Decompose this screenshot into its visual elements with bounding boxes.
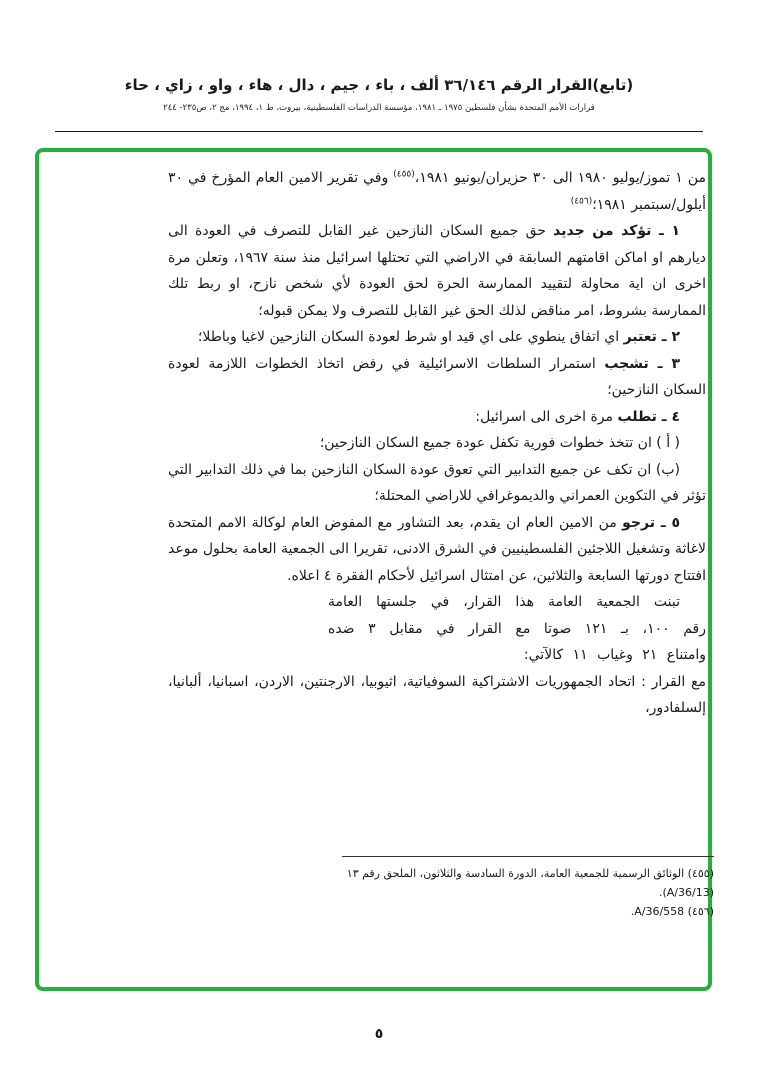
item-number: ٣ ـ [648,355,680,372]
item-number: ٤ ـ [656,408,680,425]
document-title: (تابع)القرار الرقم ٣٦/١٤٦ ألف ، باء ، جيم ، دال ، هاء ، واو ، زاي ، حاء [124,76,634,94]
intro-text-1: من ١ تموز/يوليو ١٩٨٠ الى ٣٠ حزيران/يونيو ١٩٨١، [414,170,706,186]
item-number: ٥ ـ [655,514,680,531]
footnotes-section [342,856,714,921]
item-text: استمرار السلطات الاسرائيلية في رفض اتخاذ الخطوات اللازمة لعودة السكان النازحين؛ [168,355,706,398]
item-text: ان تكف عن جميع التدابير التي تعوق عودة السكان النازحين بما في ذلك التدابير التي تؤثر في التكوين العمراني والديموغرافي للاراضي المحتلة؛ [168,461,706,504]
footnote-456: (٤٥٦) A/36/558. [630,905,714,918]
item-number: مع القرار : [635,673,706,690]
item-text: ان تتخذ خطوات فورية تكفل عودة جميع السكان النازحين؛ [319,435,652,451]
item-text: اتحاد الجمهوريات الاشتراكية السوفياتية، اثيوبيا، الارجنتين، الاردن، اسبانيا، ألبانيا، إلسلفادور، [168,673,706,716]
item-keyword: تعتبر [623,329,657,345]
paragraph-intro [168,165,706,218]
footnote-455: (٤٥٥) الوثائق الرسمية للجمعية العامة، الدورة السادسة والثلاثون، الملحق رقم ١٣ (A/36/13). [346,867,714,899]
document-body [168,165,706,722]
paragraph-item-3 [168,351,706,404]
item-number: (ب) [651,461,680,478]
item-number: ( أ ) [651,435,680,451]
item-number: ١ ـ [651,223,680,239]
item-number: ٢ ـ [656,329,680,345]
paragraph-item-5 [168,510,706,590]
paragraph-item-1 [168,218,706,324]
item-text: تبنت الجمعية العامة هذا القرار، في جلستها العامة رقم ١٠٠، بـ ١٢١ صوتا مع القرار في مقابل ٣ ضده وامتناع ٢١ وغياب ١١ كالآتي: [328,594,706,663]
item-text: حق جميع السكان النازحين غير القابل للتصرف في العودة الى ديارهم او اماكن اقامتهم السابقة في الاراضي التي تحتلها اسرائيل منذ سنة ١٩٦٧، وتعلن مرة اخرى ان اية محاولة لتقييد الممارسة الحرة لحق العودة لأي شخص نازح، او ربط تلك الممارسة بشروط، امر مناقض لذلك الحق غير القابل للتصرف ولا يمكن قبوله؛ [168,223,706,319]
footnote-ref-456: (٤٥٦) [570,195,593,206]
paragraph-item-2 [168,324,706,351]
document-header [0,76,758,113]
item-text: من الامين العام ان يقدم، بعد التشاور مع المفوض العام لوكالة الامم المتحدة لاغاثة وتشغيل اللاجئين الفلسطينيين في الشرق الادنى، تقريرا الى الجمعية العامة بحلول موعد افتتاح دورتها السابعة والثلاثين، عن امتثال اسرائيل لأحكام الفقرة ٤ اعلاه. [168,514,706,584]
page-number: ٥ [374,1026,384,1042]
item-text: اي اتفاق ينطوي على اي قيد او شرط لعودة السكان النازحين لاغيا وباطلا؛ [197,329,624,345]
item-keyword: ترجو [622,514,655,531]
item-text: مرة اخرى الى اسرائيل: [475,408,618,425]
paragraph-vote-list [168,669,706,722]
intro-text-2: وفي تقرير الامين العام المؤرخ في ٣٠ أيلول/سبتمبر ١٩٨١؛ [168,170,706,213]
item-keyword: تشجب [604,355,649,372]
footnote-ref-455: (٤٥٥) [393,169,415,180]
paragraph-item-4 [168,404,706,431]
item-keyword: تطلب [617,408,657,425]
header-divider [55,131,703,132]
paragraph-subitem-b [168,457,706,510]
paragraph-vote-summary [328,589,706,669]
paragraph-subitem-a [168,430,706,457]
item-keyword: تؤكد من جديد [553,223,652,239]
document-subtitle: قرارات الأمم المتحدة بشأن فلسطين ١٩٧٥ ـ ١٩٨١، مؤسسة الدراسات الفلسطينية، بيروت، ط ١، ١٩٩٤، مج ٢، ص٢٣٥- ٢٤٤ [163,103,595,113]
